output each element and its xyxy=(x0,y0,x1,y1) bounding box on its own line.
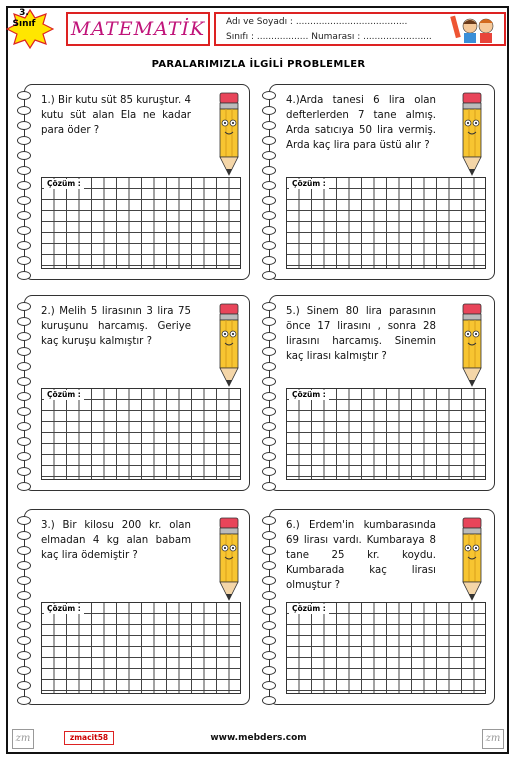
solution-label: Çözüm : xyxy=(289,390,329,400)
problem-card-3 xyxy=(24,295,250,491)
spiral-binding-icon xyxy=(262,91,276,286)
name-field[interactable]: Adı ve Soyadı : ....................................... xyxy=(226,17,408,27)
class-field[interactable]: Sınıfı : .................. Numarası : ........................ xyxy=(226,32,432,42)
solution-grid[interactable] xyxy=(41,177,241,269)
pencil-mascot-icon xyxy=(458,302,486,390)
solution-label: Çözüm : xyxy=(44,604,84,614)
problem-text: 6.) Erdem'in kumbarasında 69 lirası vardı. Kumbaraya 8 tane 25 kr. koydu. Kumbarada kaç lirası olmuştur ? xyxy=(286,520,436,591)
spiral-binding-icon xyxy=(17,516,31,711)
problem-text: 4.)Arda tanesi 6 lira olan defterlerden 7 tane almış. Arda satıcıya 50 lira vermiş. Arda kaç lira para üstü alır ? xyxy=(286,95,436,151)
site-url[interactable]: www.mebders.com xyxy=(210,733,307,743)
spiral-binding-icon xyxy=(17,302,31,497)
pencil-mascot-icon xyxy=(215,516,243,604)
number-field[interactable]: Numarası : ........................ xyxy=(311,32,432,42)
pencil-mascot-icon xyxy=(215,91,243,179)
spiral-binding-icon xyxy=(17,91,31,286)
problem-card-6 xyxy=(269,509,495,705)
solution-label: Çözüm : xyxy=(44,179,84,189)
spiral-binding-icon xyxy=(262,302,276,497)
solution-label: Çözüm : xyxy=(44,390,84,400)
problem-text: 5.) Sinem 80 lira parasının önce 17 lirasını , sonra 28 lirasını harcamış. Sinemin kaç lirası kalmıştır ? xyxy=(286,306,436,362)
spiral-binding-icon xyxy=(262,516,276,711)
problem-text: 3.) Bir kilosu 200 kr. olan elmadan 4 kg alan babam kaç lira ödemiştir ? xyxy=(41,520,191,561)
title-box xyxy=(66,12,210,46)
solution-grid[interactable] xyxy=(286,177,486,269)
footer-logo-right: zm xyxy=(482,729,504,749)
solution-grid[interactable] xyxy=(286,388,486,480)
solution-grid[interactable] xyxy=(41,602,241,694)
solution-label: Çözüm : xyxy=(289,179,329,189)
pencil-mascot-icon xyxy=(458,91,486,179)
pencil-mascot-icon xyxy=(458,516,486,604)
grade-badge-text: 3. Sınıf xyxy=(12,8,36,29)
footer-logo-left: zm xyxy=(12,729,34,749)
problem-card-1 xyxy=(24,84,250,280)
solution-grid[interactable] xyxy=(41,388,241,480)
author-tag: zmacit58 xyxy=(64,731,114,745)
page-title: MATEMATİK xyxy=(70,18,206,40)
problem-text: 2.) Melih 5 lirasının 3 lira 75 kuruşunu harcamış. Geriye kaç kuruşu kalmıştır ? xyxy=(41,306,191,347)
problem-card-2 xyxy=(269,84,495,280)
solution-label: Çözüm : xyxy=(289,604,329,614)
solution-grid[interactable] xyxy=(286,602,486,694)
pencil-mascot-icon xyxy=(215,302,243,390)
kids-illustration-icon xyxy=(450,14,500,44)
problem-text: 1.) Bir kutu süt 85 kuruştur. 4 kutu süt alan Ela ne kadar para öder ? xyxy=(41,95,191,136)
problem-card-5 xyxy=(24,509,250,705)
page-subtitle: PARALARIMIZLA İLGİLİ PROBLEMLER xyxy=(151,59,366,70)
problem-card-4 xyxy=(269,295,495,491)
